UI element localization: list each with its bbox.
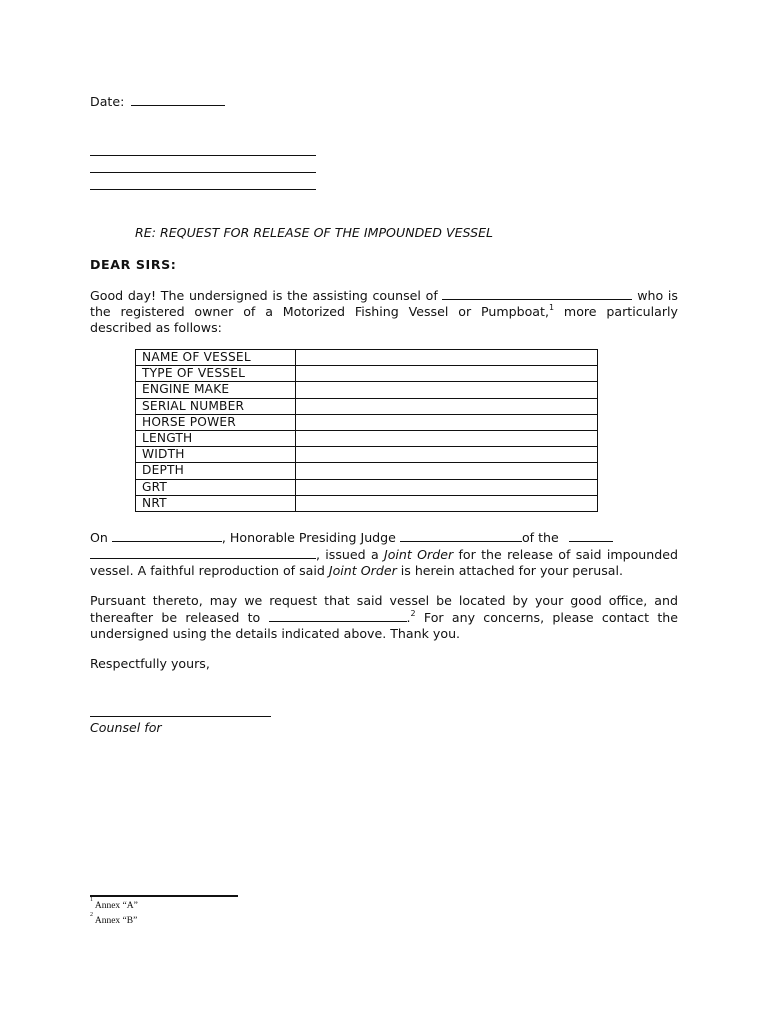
intro-line-3: described as follows:	[90, 320, 222, 336]
request-paragraph	[90, 593, 678, 643]
date-label: Date:	[90, 94, 125, 109]
footnote-1	[90, 896, 138, 911]
field-value-cell	[296, 414, 598, 430]
order-line-3	[90, 563, 678, 579]
vessel-details-table	[135, 349, 598, 512]
joint-order-term: Joint Order	[384, 547, 454, 563]
release-to-blank	[269, 609, 407, 622]
footnote-2	[90, 911, 138, 926]
table-row	[136, 479, 598, 495]
order-text-on: On	[90, 530, 108, 545]
field-value-cell	[296, 398, 598, 414]
date-blank	[131, 93, 225, 106]
field-label: LENGTH	[136, 431, 296, 447]
signature-line	[90, 716, 271, 717]
intro-text-c: the registered owner of a Motorized Fishing Vessel or Pumpboat,	[90, 304, 549, 320]
joint-order-term: Joint Order	[328, 563, 397, 579]
intro-text-a: Good day! The undersigned is the assisting counsel of	[90, 288, 438, 303]
signature-caption: Counsel for	[90, 720, 162, 735]
field-label: NAME OF VESSEL	[136, 350, 296, 366]
field-value-cell	[296, 495, 598, 511]
table-row	[136, 447, 598, 463]
footnote-ref-2: 2	[410, 609, 416, 619]
table-row	[136, 431, 598, 447]
table-row	[136, 366, 598, 382]
footnote-number: 2	[90, 911, 93, 918]
field-label: WIDTH	[136, 447, 296, 463]
table-row	[136, 414, 598, 430]
addressee-line-1	[90, 155, 316, 156]
table-row	[136, 463, 598, 479]
field-value-cell	[296, 431, 598, 447]
request-text-b: For any concerns, please contact the	[415, 610, 678, 626]
request-line-3: undersigned using the details indicated above. Thank you.	[90, 626, 461, 642]
order-text-vessel-b: is herein attached for your perusal.	[400, 563, 623, 579]
order-text-release: for the release of said impounded	[458, 547, 678, 563]
field-label: ENGINE MAKE	[136, 382, 296, 398]
field-label: DEPTH	[136, 463, 296, 479]
field-label: SERIAL NUMBER	[136, 398, 296, 414]
order-paragraph	[90, 529, 678, 580]
addressee-line-3	[90, 189, 316, 190]
request-line-1: Pursuant thereto, may we request that said vessel be located by your good office, and	[90, 593, 678, 608]
table-row	[136, 382, 598, 398]
footnote-text: Annex “A”	[94, 901, 138, 911]
order-line-1	[90, 529, 678, 546]
intro-line-2	[90, 304, 678, 320]
intro-text-b: who is	[637, 288, 678, 303]
field-label: TYPE OF VESSEL	[136, 366, 296, 382]
footnote-number: 1	[90, 896, 93, 903]
order-date-blank	[112, 529, 222, 542]
field-value-cell	[296, 350, 598, 366]
footnote-separator	[90, 895, 238, 897]
re-line: RE: REQUEST FOR RELEASE OF THE IMPOUNDED VESSEL	[135, 225, 494, 240]
request-line-2: thereafter be released to .$^2$ For any concerns, please contact the	[90, 609, 678, 626]
order-line-2	[90, 546, 678, 563]
date-line	[90, 93, 225, 109]
intro-text-d: more particularly	[554, 304, 678, 320]
order-text-of-the: of the	[521, 530, 559, 545]
field-label: NRT	[136, 495, 296, 511]
request-text-a: thereafter be released to	[90, 610, 261, 626]
table-row	[136, 350, 598, 366]
field-value-cell	[296, 382, 598, 398]
field-value-cell	[296, 366, 598, 382]
court-location-blank	[90, 546, 316, 559]
order-text-issued: , issued a	[316, 547, 379, 563]
table-row	[136, 495, 598, 511]
order-text-vessel-a: vessel. A faithful reproduction of said	[90, 563, 325, 579]
order-text-judge: , Honorable Presiding Judge	[221, 530, 396, 545]
footnote-text: Annex “B”	[94, 916, 138, 926]
table-row	[136, 398, 598, 414]
field-label: HORSE POWER	[136, 414, 296, 430]
intro-paragraph	[90, 287, 678, 337]
footnote-ref-1: 1	[548, 303, 555, 313]
field-value-cell	[296, 447, 598, 463]
addressee-line-2	[90, 172, 316, 173]
court-branch-blank	[569, 529, 613, 542]
intro-line-1	[90, 287, 678, 304]
field-value-cell	[296, 463, 598, 479]
field-value-cell	[296, 479, 598, 495]
owner-blank	[442, 287, 632, 300]
field-label: GRT	[136, 479, 296, 495]
salutation: DEAR SIRS:	[90, 257, 177, 272]
closing: Respectfully yours,	[90, 656, 210, 671]
judge-name-blank	[400, 529, 522, 542]
